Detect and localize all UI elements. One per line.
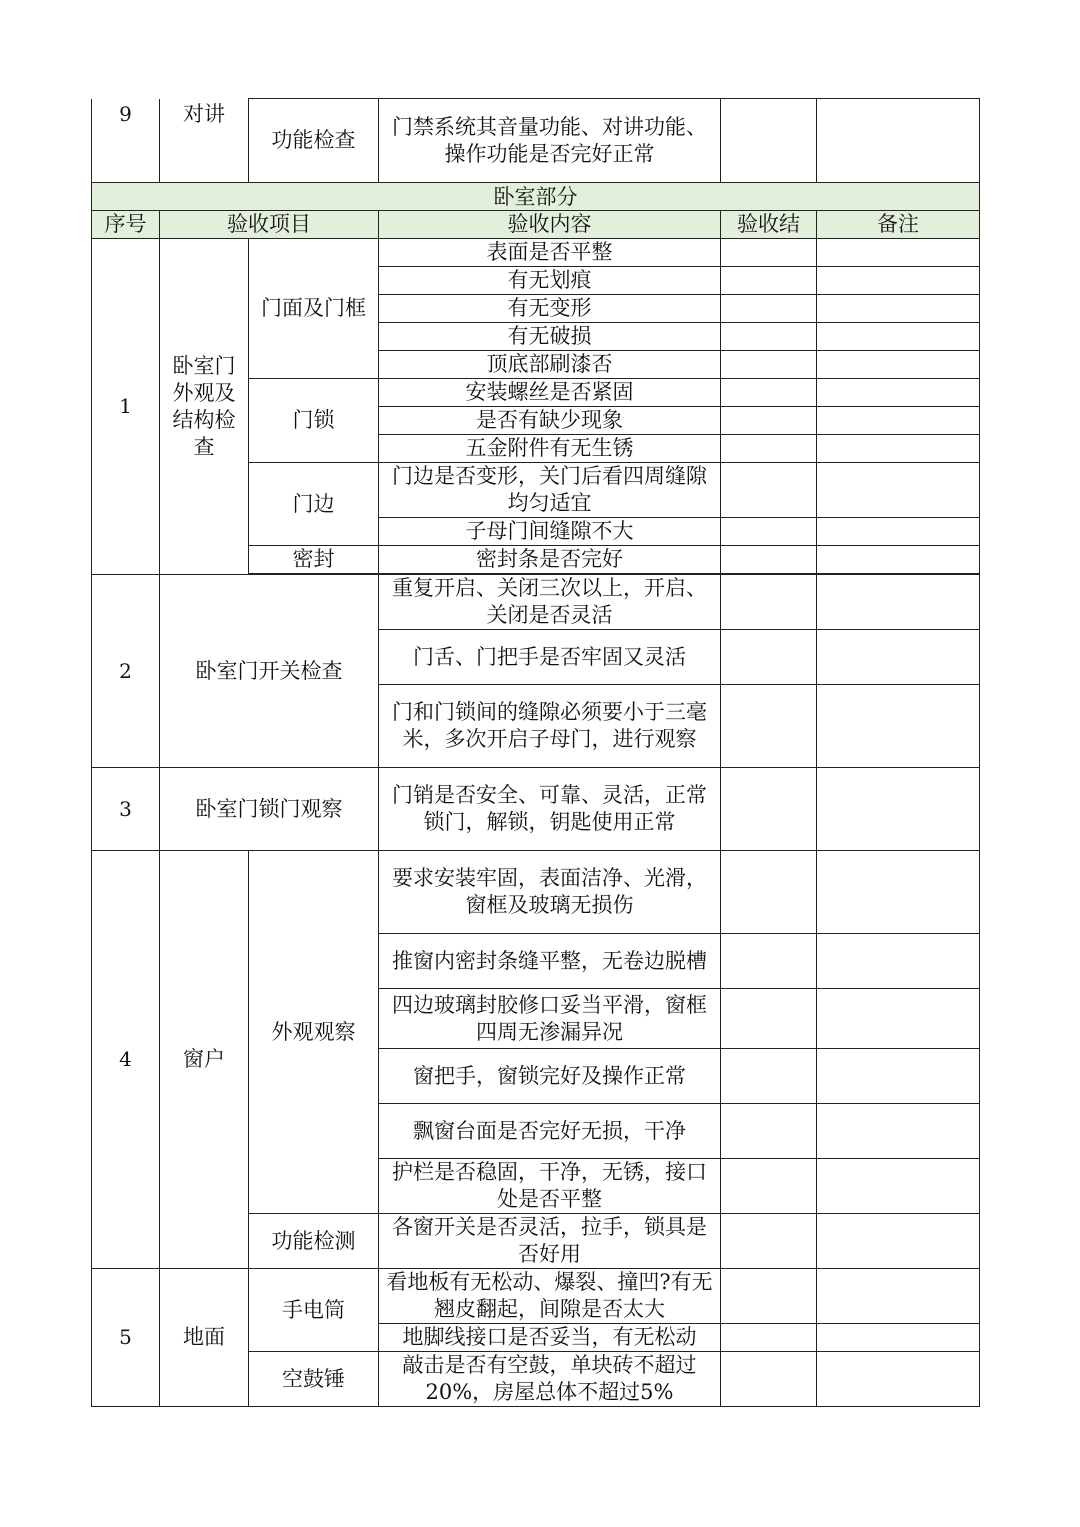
remark-cell	[817, 239, 980, 267]
item-cell: 卧室门锁门观察	[160, 768, 379, 851]
remark-cell	[817, 99, 980, 183]
result-cell	[721, 1159, 817, 1214]
content-cell: 有无变形	[379, 295, 721, 323]
content-cell: 门禁系统其音量功能、对讲功能、操作功能是否完好正常	[379, 99, 721, 183]
result-cell	[721, 1269, 817, 1324]
table-row	[92, 768, 980, 851]
row-number: 3	[92, 768, 160, 851]
result-cell	[721, 685, 817, 768]
content-cell: 各窗开关是否灵活，拉手，锁具是否好用	[379, 1214, 721, 1269]
content-cell: 护栏是否稳固，干净，无锈，接口处是否平整	[379, 1159, 721, 1214]
result-cell	[721, 1352, 817, 1407]
remark-cell	[817, 1352, 980, 1407]
content-cell: 子母门间缝隙不大	[379, 518, 721, 546]
result-cell	[721, 379, 817, 407]
content-cell: 门和门锁间的缝隙必须要小于三毫米，多次开启子母门，进行观察	[379, 685, 721, 768]
result-cell	[721, 768, 817, 851]
result-cell	[721, 295, 817, 323]
row-number: 2	[92, 575, 160, 768]
sub-item-cell: 密封	[249, 546, 379, 574]
table-row	[92, 851, 980, 934]
content-cell: 有无划痕	[379, 267, 721, 295]
item-cell: 对讲	[160, 99, 249, 183]
content-cell: 门边是否变形，关门后看四周缝隙均匀适宜	[379, 463, 721, 518]
result-cell	[721, 435, 817, 463]
result-cell	[721, 518, 817, 546]
content-cell: 四边玻璃封胶修口妥当平滑，窗框四周无渗漏异况	[379, 989, 721, 1049]
table-row	[92, 1269, 980, 1324]
remark-cell	[817, 267, 980, 295]
sub-item-cell: 门边	[249, 463, 379, 546]
header-remark: 备注	[817, 211, 980, 239]
content-cell: 表面是否平整	[379, 239, 721, 267]
sub-item-cell: 空鼓锤	[249, 1352, 379, 1407]
remark-cell	[817, 407, 980, 435]
row-number: 5	[92, 1269, 160, 1407]
result-cell	[721, 407, 817, 435]
remark-cell	[817, 989, 980, 1049]
remark-cell	[817, 1159, 980, 1214]
content-cell: 敲击是否有空鼓，单块砖不超过20%，房屋总体不超过5%	[379, 1352, 721, 1407]
result-cell	[721, 575, 817, 630]
remark-cell	[817, 1324, 980, 1352]
sub-item-cell: 门面及门框	[249, 239, 379, 379]
acceptance-table	[91, 98, 980, 1407]
content-cell: 飘窗台面是否完好无损，干净	[379, 1104, 721, 1159]
content-cell: 密封条是否完好	[379, 546, 721, 574]
remark-cell	[817, 1104, 980, 1159]
result-cell	[721, 1324, 817, 1352]
remark-cell	[817, 851, 980, 934]
result-cell	[721, 239, 817, 267]
remark-cell	[817, 768, 980, 851]
content-cell: 地脚线接口是否妥当，有无松动	[379, 1324, 721, 1352]
result-cell	[721, 546, 817, 574]
remark-cell	[817, 518, 980, 546]
content-cell: 窗把手，窗锁完好及操作正常	[379, 1049, 721, 1104]
result-cell	[721, 323, 817, 351]
content-cell: 五金附件有无生锈	[379, 435, 721, 463]
header-result: 验收结	[721, 211, 817, 239]
section-row	[92, 183, 980, 211]
remark-cell	[817, 685, 980, 768]
header-content: 验收内容	[379, 211, 721, 239]
row-number: 1	[92, 239, 160, 575]
content-cell: 有无破损	[379, 323, 721, 351]
remark-cell	[817, 1269, 980, 1324]
result-cell	[721, 851, 817, 934]
sub-item-cell: 手电筒	[249, 1269, 379, 1352]
content-cell: 门销是否安全、可靠、灵活，正常锁门，解锁，钥匙使用正常	[379, 768, 721, 851]
section-title: 卧室部分	[92, 183, 980, 211]
row-number: 4	[92, 851, 160, 1269]
remark-cell	[817, 934, 980, 989]
content-cell: 重复开启、关闭三次以上，开启、关闭是否灵活	[379, 575, 721, 630]
sub-item-cell: 功能检测	[249, 1214, 379, 1269]
header-row	[92, 211, 980, 239]
content-cell: 是否有缺少现象	[379, 407, 721, 435]
result-cell	[721, 1049, 817, 1104]
sub-item-cell: 外观观察	[249, 851, 379, 1214]
result-cell	[721, 463, 817, 518]
result-cell	[721, 1214, 817, 1269]
result-cell	[721, 989, 817, 1049]
result-cell	[721, 99, 817, 183]
content-cell: 看地板有无松动、爆裂、撞凹?有无翘皮翻起，间隙是否太大	[379, 1269, 721, 1324]
item-cell: 窗户	[160, 851, 249, 1269]
content-cell: 要求安装牢固，表面洁净、光滑，窗框及玻璃无损伤	[379, 851, 721, 934]
item-cell: 卧室门外观及结构检查	[160, 239, 249, 575]
remark-cell	[817, 546, 980, 574]
remark-cell	[817, 575, 980, 630]
content-cell: 推窗内密封条缝平整，无卷边脱槽	[379, 934, 721, 989]
remark-cell	[817, 630, 980, 685]
remark-cell	[817, 435, 980, 463]
content-cell: 安装螺丝是否紧固	[379, 379, 721, 407]
content-cell: 顶底部刷漆否	[379, 351, 721, 379]
row-number: 9	[92, 99, 160, 183]
sub-item-cell: 功能检查	[249, 99, 379, 183]
result-cell	[721, 267, 817, 295]
item-cell: 地面	[160, 1269, 249, 1407]
table-row	[92, 239, 980, 267]
remark-cell	[817, 323, 980, 351]
result-cell	[721, 630, 817, 685]
remark-cell	[817, 295, 980, 323]
table-row	[92, 99, 980, 183]
remark-cell	[817, 1049, 980, 1104]
result-cell	[721, 934, 817, 989]
remark-cell	[817, 1214, 980, 1269]
sub-item-cell: 门锁	[249, 379, 379, 463]
remark-cell	[817, 351, 980, 379]
remark-cell	[817, 379, 980, 407]
header-no: 序号	[92, 211, 160, 239]
result-cell	[721, 1104, 817, 1159]
table-row	[92, 575, 980, 630]
item-cell: 卧室门开关检查	[160, 575, 379, 768]
result-cell	[721, 351, 817, 379]
remark-cell	[817, 463, 980, 518]
header-item: 验收项目	[160, 211, 379, 239]
content-cell: 门舌、门把手是否牢固又灵活	[379, 630, 721, 685]
